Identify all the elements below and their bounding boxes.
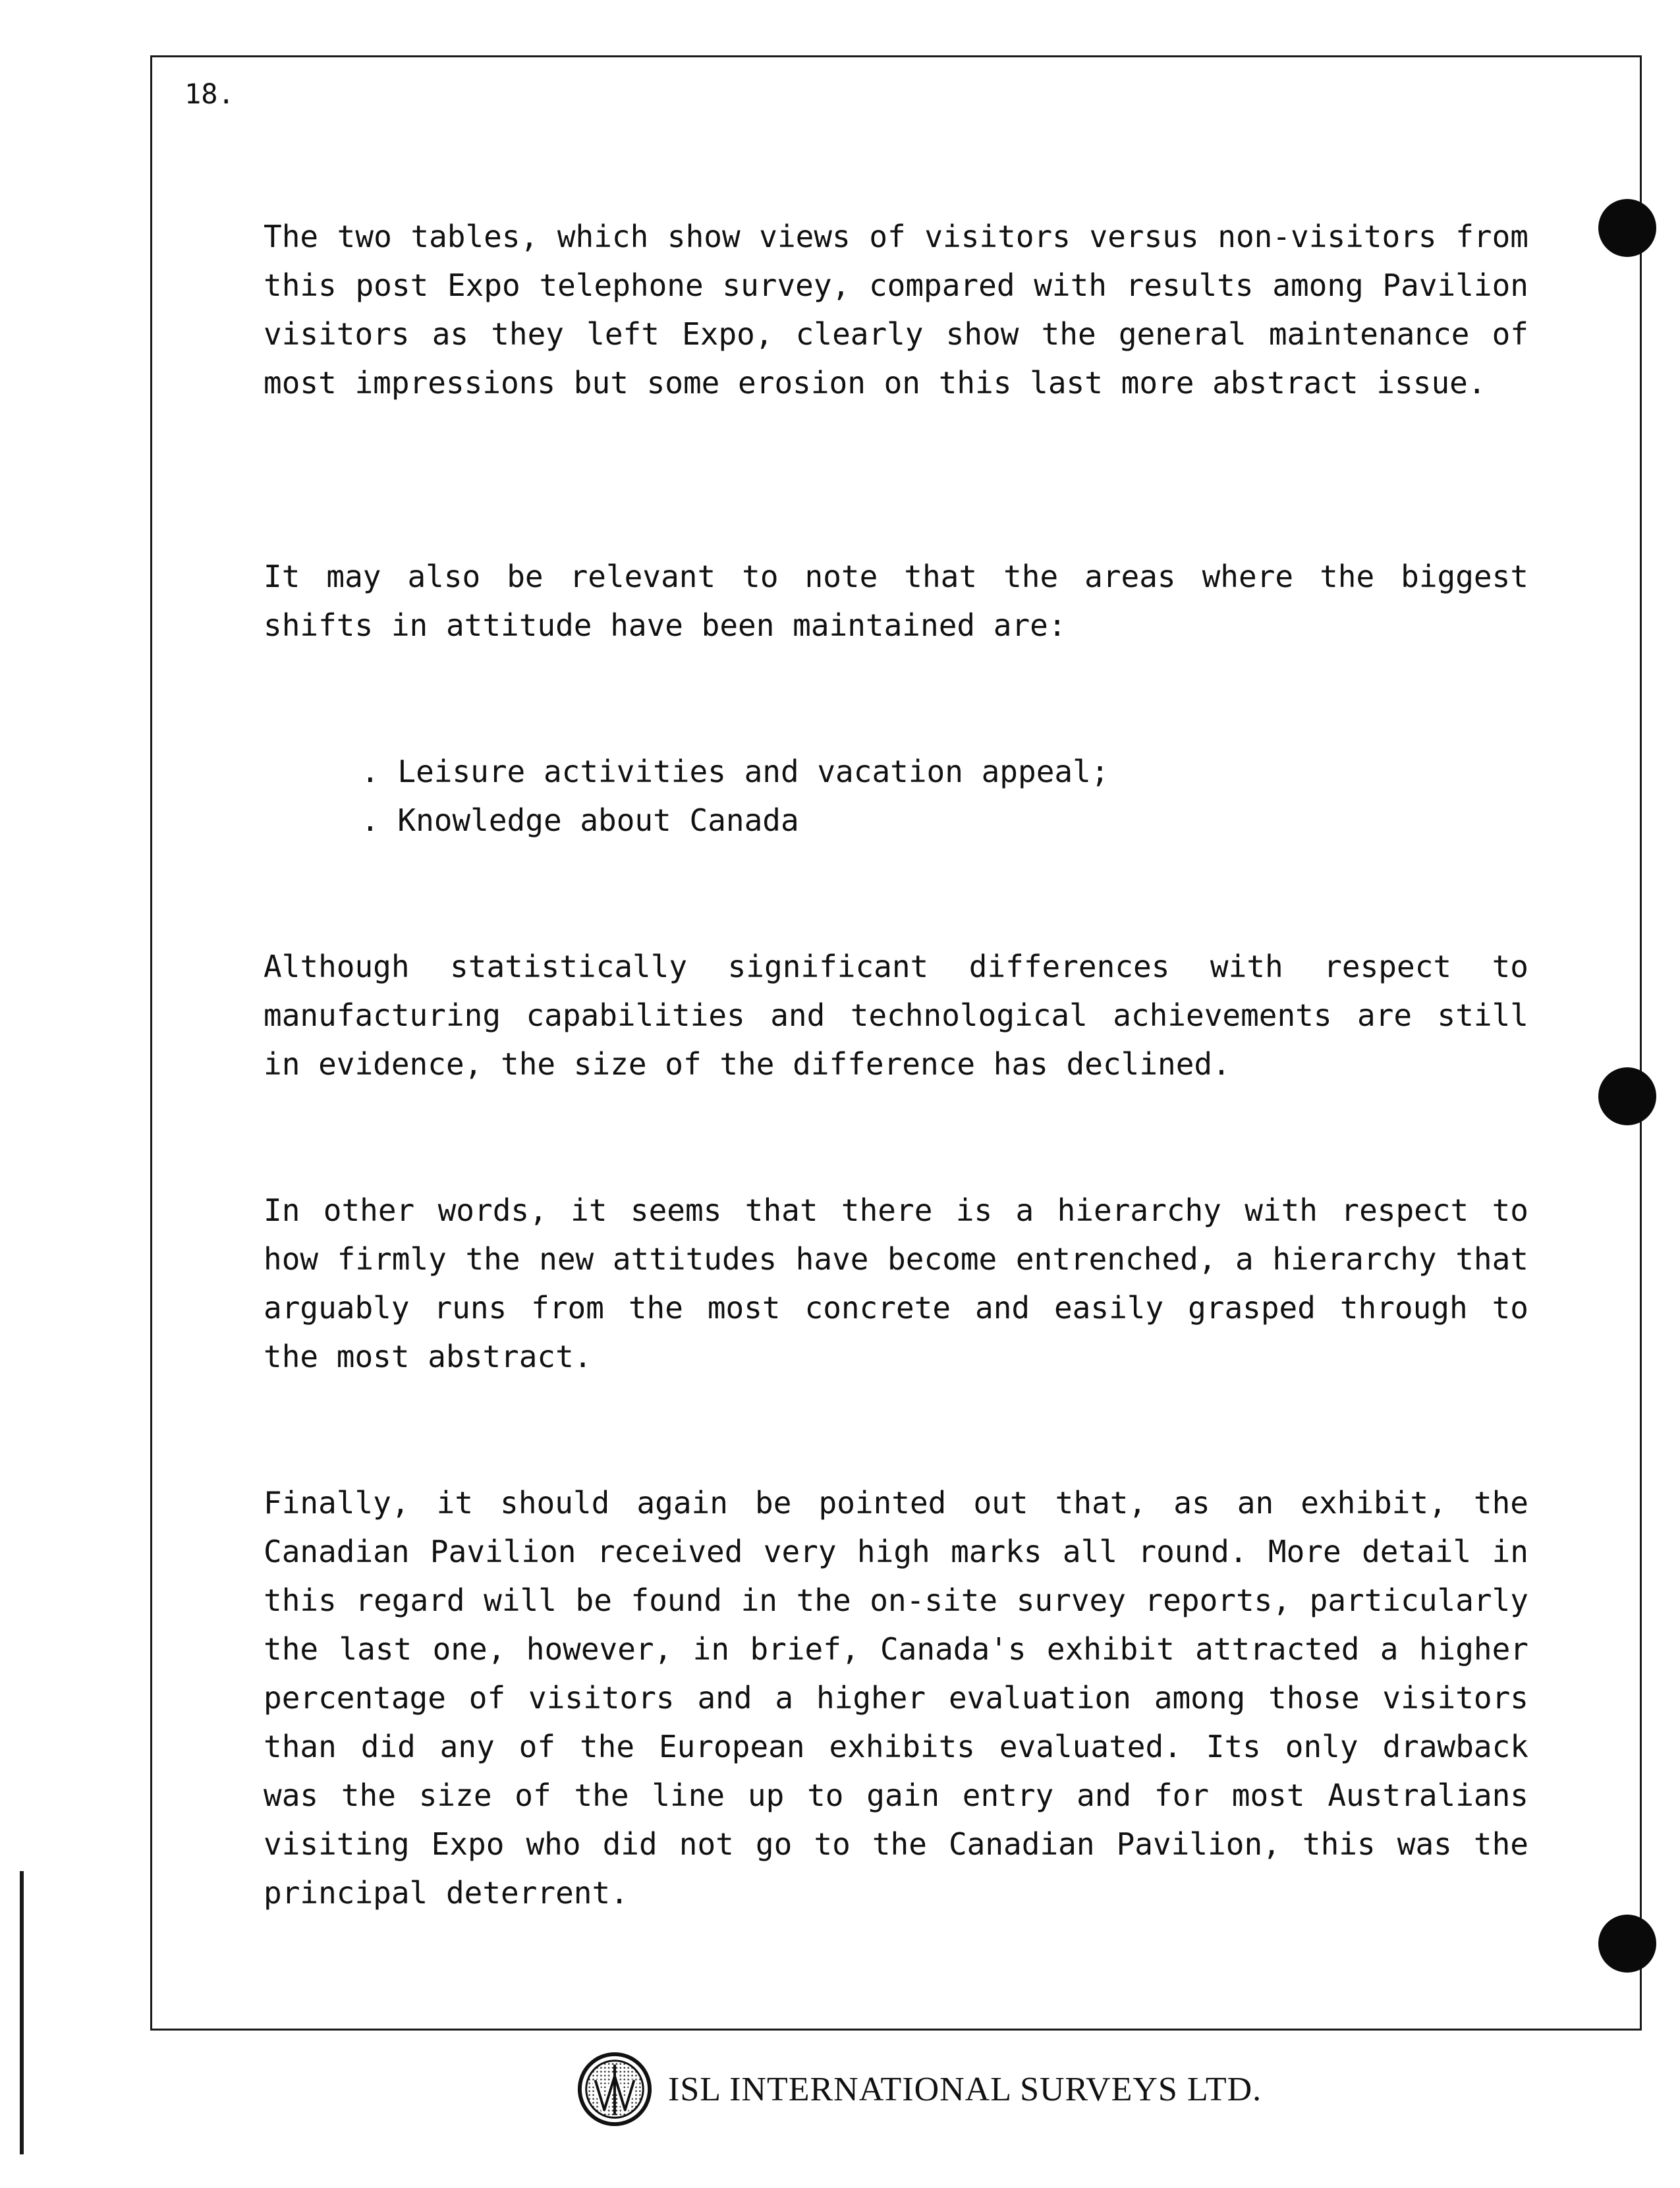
punch-hole-bottom [1598, 1915, 1656, 1973]
bullet-list [361, 747, 1109, 845]
company-name: ISL INTERNATIONAL SURVEYS LTD. [668, 2070, 1262, 2108]
paragraph-statistical-differences: Although statistically significant differences with respect to manufacturing capabilities and technological achievements are still in evidence, the size of the difference has declined. [264, 949, 1528, 1082]
bullet-item-leisure: . Leisure activities and vacation appeal; [361, 747, 1109, 796]
scan-edge-mark [20, 1871, 24, 2154]
paragraph-hierarchy: In other words, it seems that there is a hierarchy with respect to how firmly the new attitudes have become entrenched, a hierarchy that arguably runs from the most concrete and easily grasped through to the most abstract. [264, 1192, 1528, 1374]
punch-hole-top [1598, 199, 1656, 257]
paragraph-tables-summary: The two tables, which show views of visitors versus non-visitors from this post Expo telephone survey, compared with results among Pavilion visitors as they left Expo, clearly show the general maintenance of most impressions but some erosion on this last more abstract issue. [264, 219, 1528, 401]
page-number: 18. [184, 78, 235, 110]
paragraph-biggest-shifts: It may also be relevant to note that the areas where the biggest shifts in attitude have been maintained are: [264, 559, 1528, 643]
paragraph-canadian-pavilion: Finally, it should again be pointed out that, as an exhibit, the Canadian Pavilion received very high marks all round. More detail in this regard will be found in the on-site survey reports, particularly the last one, however, in brief, Canada's exhibit attracted a higher percentage of visitors and a higher evaluation among those visitors than did any of the European exhibits evaluated. Its only drawback was the size of the line up to gain entry and for most Australians visiting Expo who did not go to the Canadian Pavilion, this was the principal deterrent. [264, 1485, 1528, 1911]
punch-hole-middle [1598, 1067, 1656, 1125]
footer [576, 2046, 1262, 2132]
isl-logo-icon [576, 2050, 654, 2128]
bullet-item-knowledge: . Knowledge about Canada [361, 796, 1109, 845]
